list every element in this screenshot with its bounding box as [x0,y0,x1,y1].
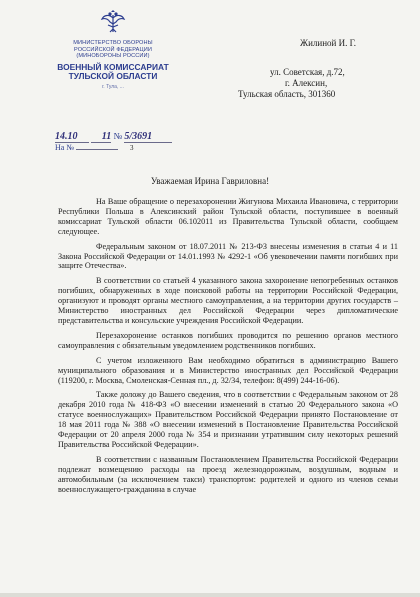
outgoing-reference: 14.10 11 № 5/3691 [55,131,172,143]
incoming-reference: На № 3 [55,143,134,152]
office-name-line-2: ТУЛЬСКОЙ ОБЛАСТИ [68,71,158,81]
addressee-street: ул. Советская, д.72, [270,67,345,77]
letter-body [58,197,398,499]
eagle-emblem-icon [100,10,126,36]
paragraph: Перезахоронение останков погибших проводится по решению органов местного самоуправления с обязательным уведомлением родственников погибших. [58,330,398,350]
addressee-name: Жилиной И. Г. [300,38,357,48]
addressee-city: г. Алексин, [285,78,328,88]
addressee-region: Тульская область, 301360 [238,89,336,99]
reference-date: 14.10 [55,131,78,142]
paragraph: Федеральным законом от 18.07.2011 № 213-ФЗ внесены изменения в статьи 4 и 11 Закона Российской Федерации от 14.01.1993 № 4292-1 «Об увековечении памяти погибших при защите Отечества». [58,241,398,271]
letterhead-line-3: (МИНОБОРОНЫ РОССИИ) [76,53,150,59]
incoming-reference-number: 3 [129,144,134,152]
paragraph: В соответствии с названным Постановлением Правительства Российской Федерации подлежат возмещению расходы на проезд железнодорожным, воздушным, водным и автомобильным (за исключением такси) транспортом: родителей и одного из членов семьи военнослужащего-гражданина в случае [58,454,398,494]
reference-year: 11 [101,131,112,142]
paragraph: Также доложу до Вашего сведения, что в соответствии с Федеральным законом от 28 декабря 2010 года № 418-ФЗ «О внесении изменений в статью 20 Федерального закона «О статусе военнослужащих» Правительством Российской Федерации принято Постановление от 18 мая 2011 года № 388 «О внесении изменений в Постановление Правительства Российской Федерации от 20 апреля 2000 года № 354 и признании утратившим силу некоторых решений Правительства Российской Федерации». [58,390,398,449]
addressee-block [238,38,414,100]
letterhead-line-1: МИНИСТЕРСТВО ОБОРОНЫ [73,40,153,46]
salutation: Уважаемая Ирина Гавриловна! [150,176,270,186]
office-name-line-1: ВОЕННЫЙ КОМИССАРИАТ [57,61,169,72]
letterhead-line-2: РОССИЙСКОЙ ФЕДЕРАЦИИ [73,46,152,53]
paragraph: С учетом изложенного Вам необходимо обратиться в администрацию Вашего муниципального образования и в Министерство иностранных дел Российской Федерации (119200, г. Москва, Смоленская-Сенная пл., д. 32/34, телефон: 8(499) 244-16-06). [58,355,398,385]
letterhead-address: г. Тула, ... [102,83,124,90]
paragraph: В соответствии со статьей 4 указанного закона захоронение непогребенных останков погибших, обнаруженных в ходе поисковой работы на территории Российской Федерации, организуют и проводят органы местного самоуправления, а на территории других государств – Министерство иностранных дел Российской Федерации через дипломатические представительства и консульские учреждения Российской Федерации. [58,276,398,325]
page-bottom-edge [0,593,420,597]
letterhead [48,10,178,90]
reference-number: 5/3691 [124,131,153,142]
paragraph: На Ваше обращение о перезахоронении Жигунова Михаила Ивановича, с территории Республики Польша в Алексинский район Тульской области, поступившее в военный комиссариат Тульской области 06.102011 из Правительства Тульской области, сообщаем следующее. [58,197,398,236]
